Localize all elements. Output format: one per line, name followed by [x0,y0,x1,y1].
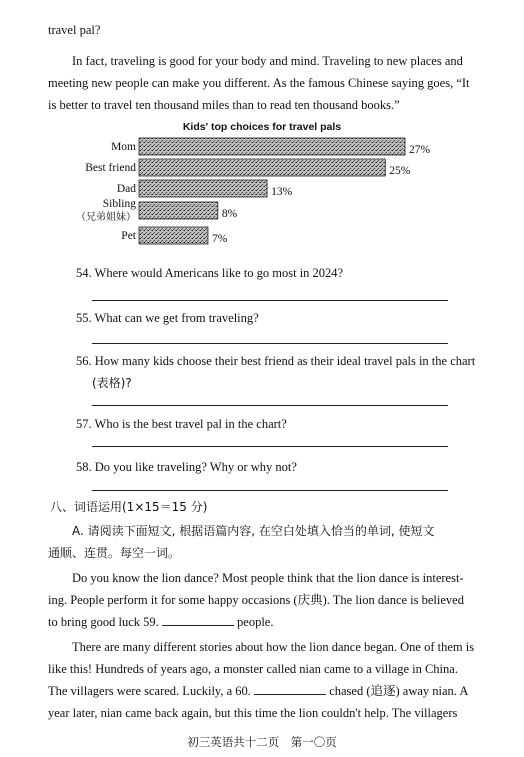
passage-text: chased (追逐) away nian. A [329,684,469,698]
answer-line-54[interactable] [92,300,448,301]
answer-line-56[interactable] [92,405,448,406]
value-label: 27% [409,144,431,156]
question-55: 55. What can we get from traveling? [76,311,259,325]
passage-line: year later, nian came back again, but this time the lion couldn't help. The villagers [48,706,458,720]
text-line: travel pal? [48,23,101,37]
bar-pet [139,227,208,244]
question-54: 54. Where would Americans like to go most in 2024? [76,266,344,280]
blank-60[interactable] [254,682,326,695]
passage-line [48,611,484,633]
paragraph-line: is better to travel ten thousand miles than to read ten thousand books.” [48,98,400,112]
category-label: Pet [121,230,136,242]
value-label: 7% [211,233,228,245]
question-57: 57. Who is the best travel pal in the chart? [76,417,287,431]
bar-dad [139,180,267,197]
blank-59[interactable] [162,613,234,626]
answer-line-55[interactable] [92,343,448,344]
bar-chart [0,130,524,248]
answer-line-58[interactable] [92,490,448,491]
passage-line: ing. People perform it for some happy occasions (庆典). The lion dance is believed [48,593,464,607]
bar-mom [139,138,405,155]
value-label: 13% [271,186,293,198]
paragraph-line: meeting new people can make you different. As the famous Chinese saying goes, “It [48,76,470,90]
question-56: 56. How many kids choose their best friend as their ideal travel pals in the chart [76,354,476,368]
passage-text: people. [237,615,274,629]
chart-title: Kids' top choices for travel pals [182,121,342,133]
category-label: Sibling [102,198,136,210]
section-heading: 八、词语运用(1×15＝15 分) [50,500,208,514]
paragraph-line: In fact, traveling is good for your body and mind. Traveling to new places and [72,54,463,68]
category-label: Mom [111,141,136,153]
instruction-line: A. 请阅读下面短文, 根据语篇内容, 在空白处填入恰当的单词, 使短文 [72,524,435,538]
instruction-line: 通顺、连贯。每空一词。 [48,546,181,560]
bar-best-friend [139,159,385,176]
category-label: Best friend [85,162,136,174]
value-label: 8% [221,208,238,220]
passage-text: The villagers were scared. Luckily, a 60. [48,684,251,698]
page-footer: 初三英语共十二页 第一〇页 [187,735,337,749]
passage-line: Do you know the lion dance? Most people think that the lion dance is interest- [72,571,464,585]
passage-line [48,680,484,702]
category-label: Dad [116,183,136,195]
bar-sibling [139,202,218,219]
category-note: （兄弟姐妹） [76,212,136,223]
value-label: 25% [389,165,411,177]
passage-line: There are many different stories about how the lion dance began. One of them is [72,640,475,654]
passage-text: to bring good luck 59. [48,615,159,629]
question-58: 58. Do you like traveling? Why or why not? [76,460,297,474]
question-56-cont: (表格)? [92,376,132,390]
answer-line-57[interactable] [92,446,448,447]
passage-line: like this! Hundreds of years ago, a monster called nian came to a village in China. [48,662,458,676]
